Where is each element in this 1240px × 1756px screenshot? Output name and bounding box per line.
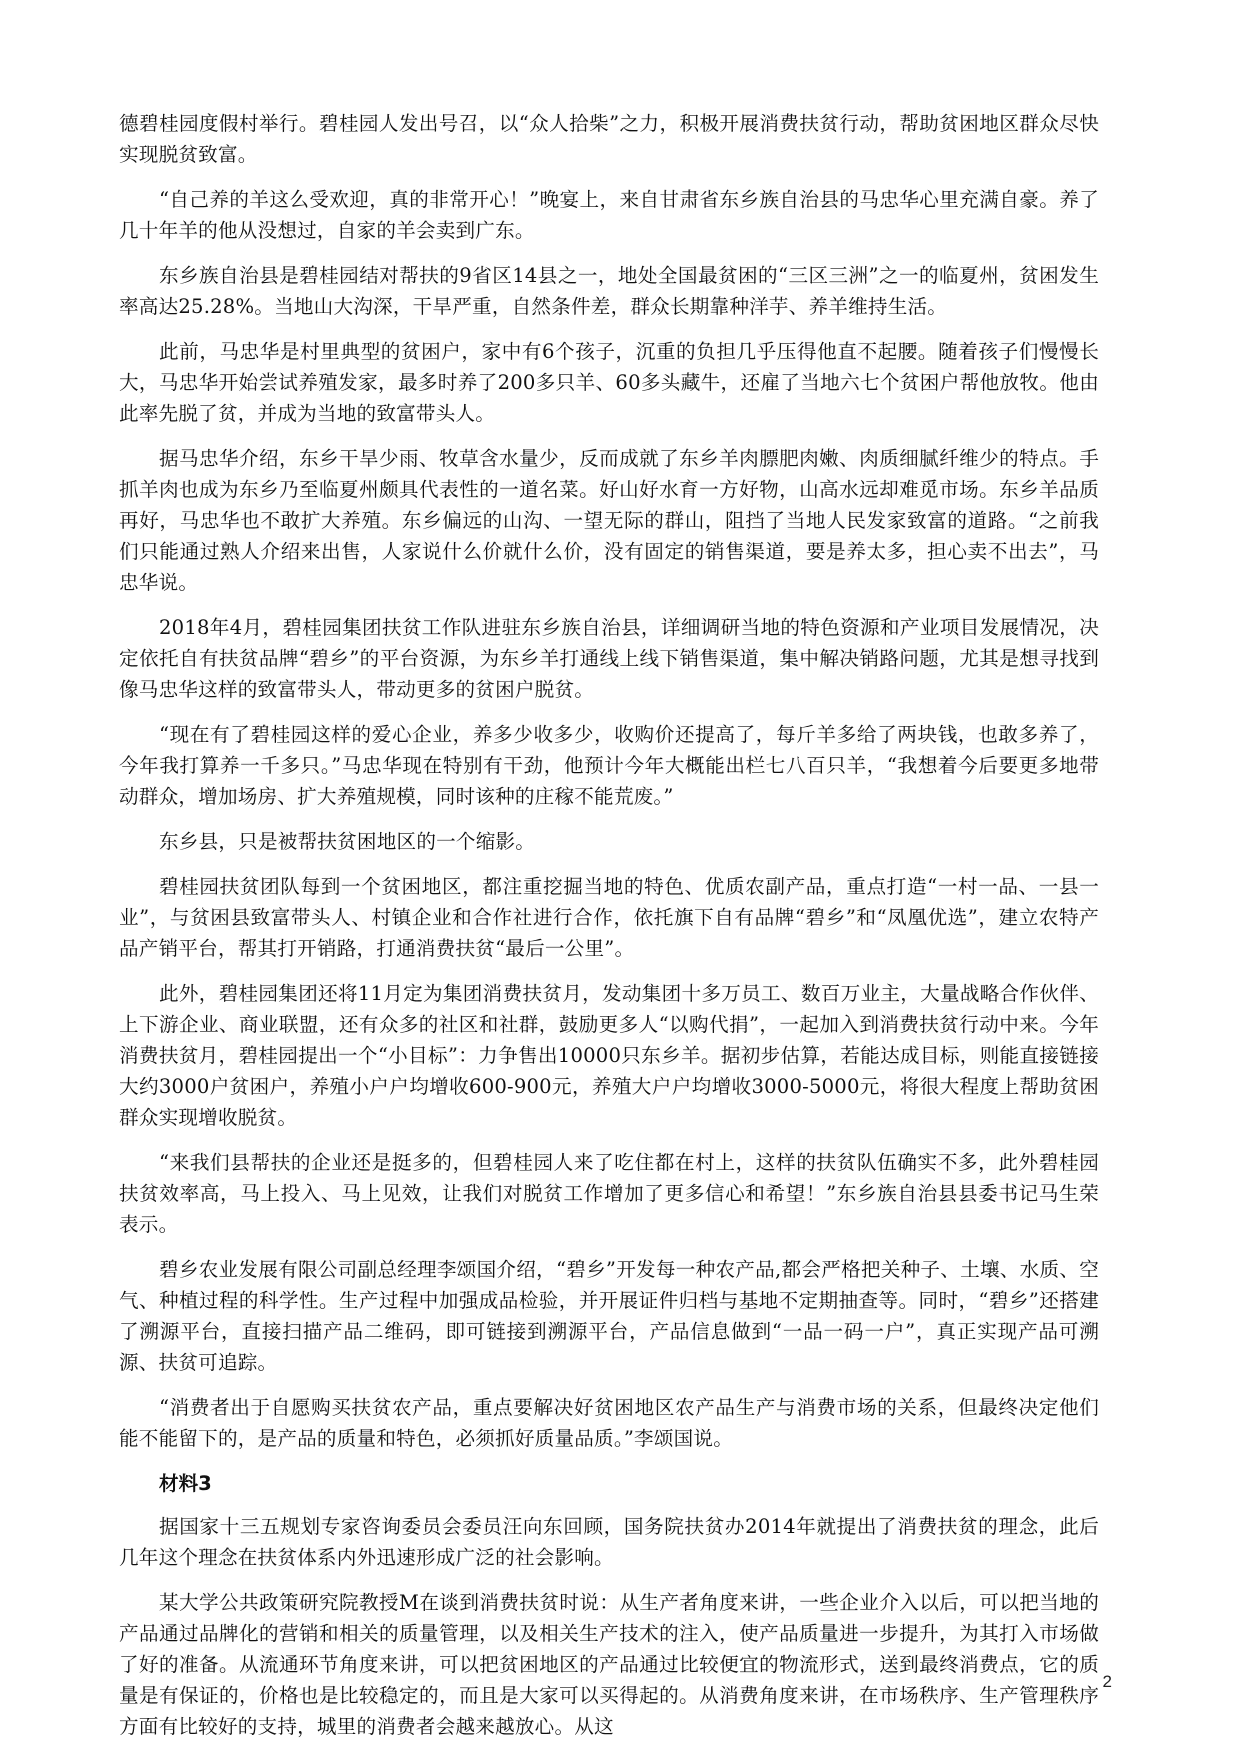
paragraph-dongxiang-mutton: 据马忠华介绍，东乡干旱少雨、牧草含水量少，反而成就了东乡羊肉膘肥肉嫩、肉质细腻纤维少的特点。手抓羊肉也成为东乡乃至临夏州颇具代表性的一道名菜。好山好水育一方好物，山高水远却难觅市场。东乡羊品质再好，马忠华也不敢扩大养殖。东乡偏远的山沟、一望无际的群山，阻挡了当地人民发家致富的道路。“之前我们只能通过熟人介绍来出售，人家说什么价就什么价，没有固定的销售渠道，要是养太多，担心卖不出去”，马忠华说。: [119, 447, 1099, 594]
paragraph-professor-m: 某大学公共政策研究院教授M在谈到消费扶贫时说：从生产者角度来讲，一些企业介入以后，可以把当地的产品通过品牌化的营销和相关的质量管理，以及相关生产技术的注入，使产品质量进一步提升，为其打入市场做了好的准备。从流通环节角度来讲，可以把贫困地区的产品通过比较便宜的物流形式，送到最终消费点，它的质量是有保证的，价格也是比较稳定的，而且是大家可以买得起的。从消费角度来讲，在市场秩序、生产管理秩序方面有比较好的支持，城里的消费者会越来越放心。从这: [119, 1591, 1099, 1738]
page-number: 2: [1102, 1672, 1112, 1691]
paragraph-epitome: 东乡县，只是被帮扶贫困地区的一个缩影。: [159, 830, 536, 853]
section-heading-material-3: 材料3: [159, 1472, 212, 1495]
paragraph-2018-team: 2018年4月，碧桂园集团扶贫工作队进驻东乡族自治县，详细调研当地的特色资源和产业项目发展情况，决定依托自有扶贫品牌“碧乡”的平台资源，为东乡羊打通线上线下销售渠道，集中解决销路问题，尤其是想寻找到像马忠华这样的致富带头人，带动更多的贫困户脱贫。: [119, 616, 1099, 701]
paragraph-traceability: 碧乡农业发展有限公司副总经理李颂国介绍，“碧乡”开发每一种农产品,都会严格把关种子、土壤、水质、空气、种植过程的科学性。生产过程中加强成品检验，并开展证件归档与基地不定期抽查等。同时，“碧乡”还搭建了溯源平台，直接扫描产品二维码，即可链接到溯源平台，产品信息做到“一品一码一户”，真正实现产品可溯源、扶贫可追踪。: [119, 1258, 1099, 1374]
paragraph-consumption-month: 此外，碧桂园集团还将11月定为集团消费扶贫月，发动集团十多万员工、数百万业主，大量战略合作伙伴、上下游企业、商业联盟，还有众多的社区和社群，鼓励更多人“以购代捐”，一起加入到消费扶贫行动中来。今年消费扶贫月，碧桂园提出一个“小目标”：力争售出10000只东乡羊。据初步估算，若能达成目标，则能直接链接大约3000户贫困户，养殖小户户均增收600-900元，养殖大户户均增收3000-5000元，将很大程度上帮助贫困群众实现增收脱贫。: [119, 982, 1099, 1129]
paragraph-one-village-one-product: 碧桂园扶贫团队每到一个贫困地区，都注重挖掘当地的特色、优质农副产品，重点打造“一村一品、一县一业”，与贫困县致富带头人、村镇企业和合作社进行合作，依托旗下自有品牌“碧乡”和“凤凰优选”，建立农特产品产销平台，帮其打开销路，打通消费扶贫“最后一公里”。: [119, 875, 1099, 960]
paragraph-poverty-history: 此前，马忠华是村里典型的贫困户，家中有6个孩子，沉重的负担几乎压得他直不起腰。随着孩子们慢慢长大，马忠华开始尝试养殖发家，最多时养了200多只羊、60多头藏牛，还雇了当地六七个贫困户帮他放牧。他由此率先脱了贫，并成为当地的致富带头人。: [119, 340, 1099, 425]
paragraph-quote-ma-zhonghua: “自己养的羊这么受欢迎，真的非常开心！”晚宴上，来自甘肃省东乡族自治县的马忠华心里充满自豪。养了几十年羊的他从没想过，自家的羊会卖到广东。: [119, 188, 1099, 242]
paragraph-quality-quote: “消费者出于自愿购买扶贫农产品，重点要解决好贫困地区农产品生产与消费市场的关系，但最终决定他们能不能留下的，是产品的质量和特色，必须抓好质量品质。”李颂国说。: [119, 1396, 1099, 1450]
paragraph-continuation: 德碧桂园度假村举行。碧桂园人发出号召，以“众人拾柴”之力，积极开展消费扶贫行动，帮助贫困地区群众尽快实现脱贫致富。: [119, 112, 1099, 166]
paragraph-concept-history: 据国家十三五规划专家咨询委员会委员汪向东回顾，国务院扶贫办2014年就提出了消费扶贫的理念，此后几年这个理念在扶贫体系内外迅速形成广泛的社会影响。: [119, 1515, 1099, 1569]
paragraph-now-quote: “现在有了碧桂园这样的爱心企业，养多少收多少，收购价还提高了，每斤羊多给了两块钱，也敢多养了，今年我打算养一千多只。”马忠华现在特别有干劲，他预计今年大概能出栏七八百只羊，“我想着今后要更多地带动群众，增加场房、扩大养殖规模，同时该种的庄稼不能荒废。”: [119, 723, 1099, 808]
paragraph-dongxiang-county: 东乡族自治县是碧桂园结对帮扶的9省区14县之一，地处全国最贫困的“三区三洲”之一的临夏州，贫困发生率高达25.28%。当地山大沟深，干旱严重，自然条件差，群众长期靠种洋芋、养羊维持生活。: [119, 264, 1099, 318]
document-body: [119, 108, 1099, 1756]
paragraph-party-secretary-quote: “来我们县帮扶的企业还是挺多的，但碧桂园人来了吃住都在村上，这样的扶贫队伍确实不多，此外碧桂园扶贫效率高，马上投入、马上见效，让我们对脱贫工作增加了更多信心和希望！”东乡族自治县县委书记马生荣表示。: [119, 1151, 1099, 1236]
